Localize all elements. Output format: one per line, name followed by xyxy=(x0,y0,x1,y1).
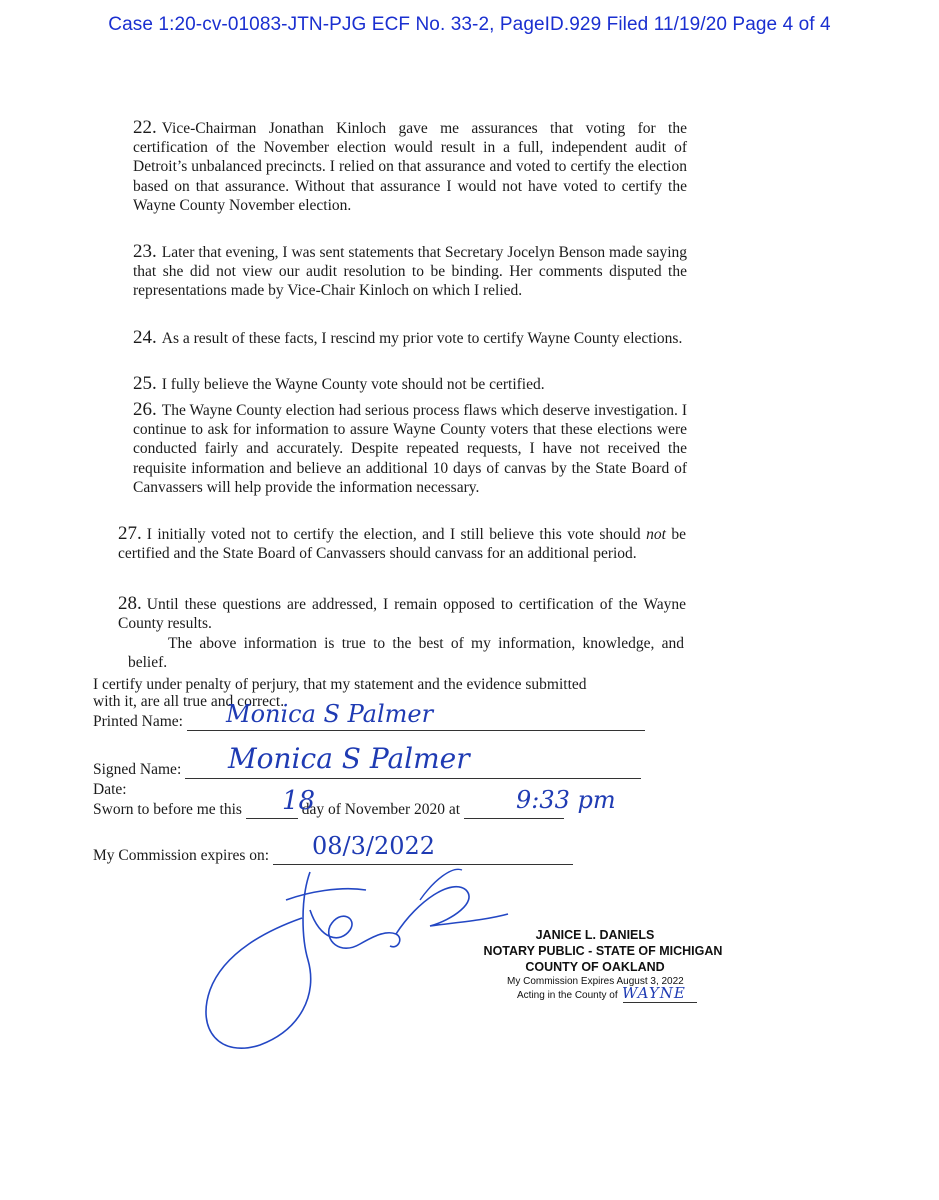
affirmation: The above information is true to the best of my information, knowledge, and belief. xyxy=(128,635,684,672)
paragraph-number: 24. xyxy=(133,327,157,348)
paragraph-number: 25. xyxy=(133,373,157,394)
certify-line-2: with it, are all true and correct. xyxy=(93,693,285,710)
sworn-prefix: Sworn to before me this xyxy=(93,801,242,818)
notary-acting-county-handwritten: WAYNE xyxy=(622,984,686,1002)
paragraph-28 xyxy=(118,594,686,633)
paragraph-number: 27. xyxy=(118,523,142,544)
notary-expires: My Commission Expires August 3, 2022 xyxy=(507,976,684,987)
paragraph-22 xyxy=(133,118,687,215)
printed-name-handwritten: Monica S Palmer xyxy=(226,700,434,728)
paragraph-text: As a result of these facts, I rescind my prior vote to certify Wayne County elections. xyxy=(161,330,683,347)
notary-signature-icon xyxy=(190,860,530,1060)
paragraph-26 xyxy=(133,400,687,497)
paragraph-text: Until these questions are addressed, I remain opposed to certification of the Wayne County results. xyxy=(118,596,686,633)
commission-handwritten: 08/3/2022 xyxy=(312,832,436,860)
paragraph-number: 23. xyxy=(133,241,157,262)
paragraph-text: Vice-Chairman Jonathan Kinloch gave me assurances that voting for the certification of the November election would result in a full, independent audit of Detroit’s unbalanced precincts. I relied on that assurance and voted to certify the election based on that assurance. Without that assurance I would not have voted to certify the Wayne County November election. xyxy=(133,120,687,214)
paragraph-24 xyxy=(133,328,687,348)
emphasis-not: not xyxy=(646,526,666,543)
signed-name-label: Signed Name: xyxy=(93,761,182,778)
paragraph-text: I fully believe the Wayne County vote should not be certified. xyxy=(161,376,545,393)
signed-name-signature: Monica S Palmer xyxy=(228,742,470,775)
notary-acting-prefix: Acting in the County of xyxy=(517,990,618,1001)
printed-name-label: Printed Name: xyxy=(93,713,183,730)
paragraph-25 xyxy=(133,374,687,394)
sworn-day-handwritten: 18 xyxy=(282,786,316,816)
paragraph-text: Later that evening, I was sent statements that Secretary Jocelyn Benson made saying that she did not view our audit resolution to be binding. Her comments disputed the representations made by Vice-Chair Kinloch on which I relied. xyxy=(133,244,687,300)
notary-acting-row xyxy=(517,990,618,1001)
sworn-row xyxy=(93,800,564,819)
paragraph-27 xyxy=(118,524,686,563)
paragraph-text-cont: be certified and the State Board of Canvassers should canvass for an additional period. xyxy=(118,526,686,563)
commission-label: My Commission expires on: xyxy=(93,847,270,864)
paragraph-number: 28. xyxy=(118,593,142,614)
certify-line-1: I certify under penalty of perjury, that my statement and the evidence submitted xyxy=(93,676,587,693)
notary-title: NOTARY PUBLIC - STATE OF MICHIGAN xyxy=(483,944,723,958)
paragraph-number: 26. xyxy=(133,399,157,420)
notary-acting-blank xyxy=(623,1002,697,1003)
sworn-middle: day of November 2020 at xyxy=(301,801,461,818)
paragraph-text: I initially voted not to certify the election, and I still believe this vote should xyxy=(146,526,647,543)
paragraph-text: The Wayne County election had serious process flaws which deserve investigation. I continue to ask for information to assure Wayne County voters that these elections were conducted fairly and accurately. Despite repeated requests, I have not received the requisite information and believe an additional 10 days of canvas by the State Board of Canvassers will help provide the information necessary. xyxy=(133,402,687,496)
notary-county: COUNTY OF OAKLAND xyxy=(525,960,665,974)
sworn-time-handwritten: 9:33 pm xyxy=(516,786,616,814)
paragraph-23 xyxy=(133,242,687,301)
date-label: Date: xyxy=(93,781,127,798)
notary-name: JANICE L. DANIELS xyxy=(535,928,655,942)
case-header: Case 1:20-cv-01083-JTN-PJG ECF No. 33-2, PageID.929 Filed 11/19/20 Page 4 of 4 xyxy=(108,14,831,35)
paragraph-number: 22. xyxy=(133,117,157,138)
